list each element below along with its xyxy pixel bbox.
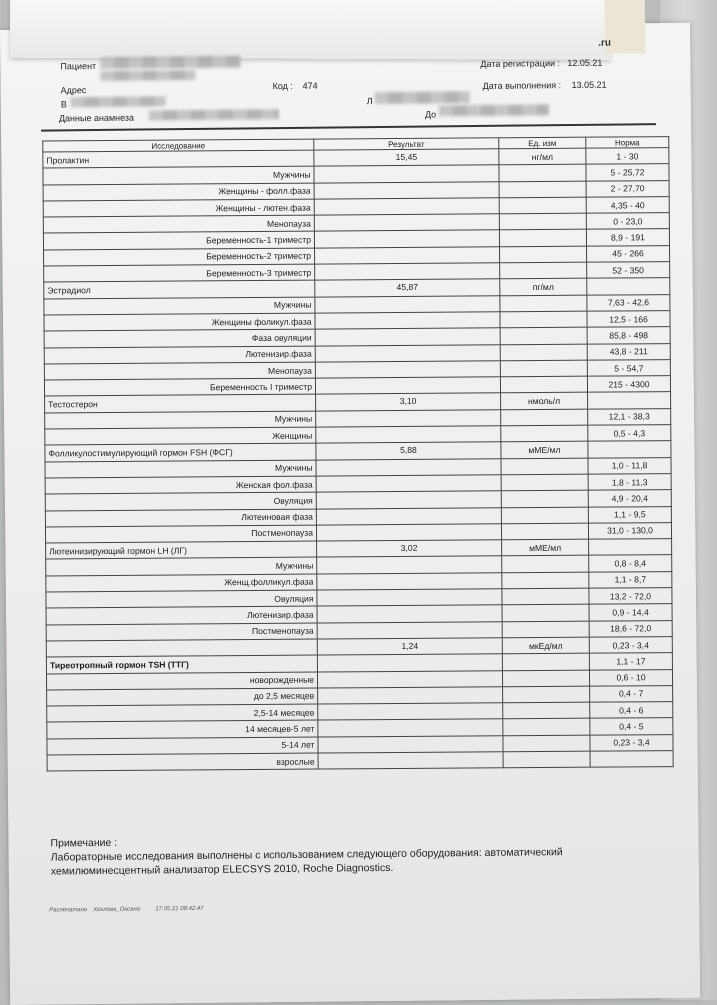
patient-label: Пациент — [60, 60, 97, 72]
reference-group: взрослые — [47, 753, 318, 771]
result-value — [317, 556, 502, 574]
unit: нмоль/л — [501, 393, 588, 410]
reference-group: 14 месяцев-5 лет — [47, 720, 318, 738]
unit — [501, 409, 588, 426]
reference-range — [587, 278, 670, 295]
reference-group: новорожденные — [46, 672, 317, 690]
unit — [501, 523, 588, 540]
result-value — [318, 735, 503, 753]
unit — [502, 653, 589, 670]
unit — [503, 686, 590, 703]
address-label: Адрес — [60, 85, 87, 96]
result-value — [314, 181, 499, 199]
unit — [500, 344, 587, 361]
unit — [502, 588, 589, 605]
result-value — [316, 491, 501, 509]
column-header: Ед. изм — [499, 137, 586, 149]
result-value: 5,88 — [316, 442, 501, 460]
reference-range: 0,23 - 3,4 — [590, 734, 673, 751]
unit — [499, 197, 586, 214]
reference-group: Беременность-3 триместр — [44, 264, 315, 282]
result-value — [317, 572, 502, 590]
column-header: Норма — [586, 137, 669, 149]
reference-group: Мужчины — [44, 297, 315, 315]
result-value — [317, 621, 502, 639]
result-value — [316, 524, 501, 542]
unit — [503, 751, 590, 768]
unit: мМЕ/мл — [501, 442, 588, 459]
unit — [501, 474, 588, 491]
unit — [500, 360, 587, 377]
unit — [503, 702, 590, 719]
result-value: 1,24 — [317, 638, 502, 656]
reference-range: 0,6 - 10 — [589, 669, 672, 686]
reference-group — [46, 639, 317, 657]
result-value — [314, 214, 499, 232]
reference-range: 0,9 - 14,4 — [589, 604, 672, 621]
reference-group: Женщ.фолликул.фаза — [46, 574, 317, 592]
note-line-2: хемилюминесцентный анализатор ELECSYS 2010, Roche Diagnostics. — [50, 861, 394, 878]
reference-range: 1,0 - 11,8 — [588, 457, 671, 474]
result-value — [315, 247, 500, 265]
reference-range: 13,2 - 72,0 — [589, 588, 672, 605]
result-value — [317, 605, 502, 623]
unit — [500, 295, 587, 312]
reference-range: 18,6 - 72,0 — [589, 620, 672, 637]
reference-group: 2,5-14 месяцев — [47, 704, 318, 722]
test-name: Тестостерон — [45, 395, 316, 413]
lab-results-table — [42, 136, 673, 772]
reference-group: Беременность-2 триместр — [44, 248, 315, 266]
result-value — [317, 589, 502, 607]
reference-range: 5 - 54,7 — [587, 359, 670, 376]
unit: нг/мл — [499, 148, 586, 165]
reference-group: Лютенизир.фаза — [44, 346, 315, 364]
reference-range: 0,4 - 7 — [590, 685, 673, 702]
doctor-label: До — [424, 109, 437, 120]
result-value — [315, 328, 500, 346]
reference-group: Мужчины — [45, 411, 316, 429]
printed-by: Хохлова_Оксана — [93, 906, 141, 914]
reference-range: 52 - 350 — [587, 262, 670, 279]
reference-range: 0,23 - 3,4 — [589, 636, 672, 653]
reference-group: Овуляция — [45, 492, 316, 510]
result-value — [315, 361, 500, 379]
unit — [500, 327, 587, 344]
reference-group: Беременность I триместр — [44, 378, 315, 396]
reference-group: Менопауза — [43, 215, 314, 233]
reference-range: 12,5 - 166 — [587, 311, 670, 328]
l-label: Л — [366, 96, 373, 107]
result-value — [315, 295, 500, 313]
redacted-patient-info — [100, 70, 195, 81]
reference-group: Женщины - лютен.фаза — [43, 199, 314, 217]
reference-group: Женская фол.фаза — [45, 476, 316, 494]
reference-group: Мужчины — [46, 557, 317, 575]
unit: мкЕд/мл — [502, 637, 589, 654]
reference-range: 1,1 - 8,7 — [589, 571, 672, 588]
code-value: 474 — [302, 80, 318, 91]
result-value — [317, 654, 502, 672]
unit — [502, 670, 589, 687]
reference-group: Мужчины — [43, 166, 314, 184]
reference-range: 5 - 25,72 — [586, 164, 669, 181]
result-value — [318, 687, 503, 705]
unit — [500, 246, 587, 263]
registration-date: 12.05.21 — [567, 57, 603, 69]
result-value — [314, 198, 499, 216]
redacted-field — [375, 91, 470, 104]
reference-range — [588, 441, 671, 458]
printed-at: 17.05.21 08:42:47 — [155, 905, 204, 913]
reference-range: 7,63 - 42,6 — [587, 294, 670, 311]
registration-date-label: Дата регистрации : — [480, 58, 561, 69]
result-value — [318, 752, 503, 770]
unit — [502, 604, 589, 621]
unit — [501, 490, 588, 507]
note-line-1: Лабораторные исследования выполнены с использованием следующего оборудования: автоматический — [50, 846, 563, 864]
reference-range: 45 - 266 — [587, 245, 670, 262]
reference-range — [589, 539, 672, 556]
unit — [501, 425, 588, 442]
execution-date-label: Дата выполнения : — [482, 80, 562, 91]
unit — [502, 572, 589, 589]
reference-group: Менопауза — [44, 362, 315, 380]
result-value — [314, 165, 499, 183]
reference-group: до 2,5 месяцев — [47, 688, 318, 706]
result-value — [315, 263, 500, 281]
unit: мМЕ/мл — [502, 539, 589, 556]
unit — [500, 262, 587, 279]
result-value — [316, 426, 501, 444]
anamnesis-label: Данные анамнеза — [58, 112, 135, 124]
unit — [502, 556, 589, 573]
result-value — [316, 458, 501, 476]
column-header: Результат — [314, 138, 499, 150]
result-value — [316, 475, 501, 493]
unit — [499, 164, 586, 181]
reference-range: 0,8 - 8,4 — [589, 555, 672, 572]
reference-group: Постменопауза — [46, 623, 317, 641]
printed-label: Распечатано — [49, 907, 88, 914]
result-value — [315, 312, 500, 330]
reference-group: Овуляция — [46, 590, 317, 608]
reference-group: Женщины — [45, 427, 316, 445]
test-name: Лютеинизирующий гормон LH (ЛГ) — [46, 541, 317, 559]
result-value — [315, 344, 500, 362]
reference-group: Женщины - фолл.фаза — [43, 183, 314, 201]
reference-group: Женщины фоликул.фаза — [44, 313, 315, 331]
unit — [501, 507, 588, 524]
test-name: Эстрадиол — [44, 280, 315, 298]
unit — [499, 181, 586, 198]
redacted-anamnesis — [149, 109, 279, 120]
note-title: Примечание : — [50, 836, 118, 850]
v-label: В — [60, 99, 67, 110]
table-row — [47, 751, 673, 772]
unit — [500, 376, 587, 393]
reference-range: 4,9 - 20,4 — [588, 490, 671, 507]
reference-range: 43,8 - 211 — [587, 343, 670, 360]
reference-range: 4,35 - 40 — [586, 196, 669, 213]
result-value: 45,87 — [315, 279, 500, 297]
result-value — [317, 670, 502, 688]
reference-range: 0,4 - 6 — [590, 702, 673, 719]
redacted-doctor — [439, 104, 549, 116]
test-name: Фолликулостимулирующий гормон FSH (ФСГ) — [45, 443, 316, 461]
reference-range: 2 - 27,70 — [586, 180, 669, 197]
reference-range: 215 - 4300 — [587, 376, 670, 393]
unit — [502, 621, 589, 638]
reference-range: 31,0 - 130,0 — [588, 522, 671, 539]
result-value: 15,45 — [314, 149, 499, 167]
result-value — [318, 719, 503, 737]
unit — [499, 213, 586, 230]
result-value: 3,10 — [316, 393, 501, 411]
result-value: 3,02 — [317, 540, 502, 558]
result-value — [314, 230, 499, 248]
reference-range: 8,9 - 191 — [586, 229, 669, 246]
reference-range: 12,1 - 38,3 — [588, 408, 671, 425]
test-name: Тиреотропный гормон TSH (ТТГ) — [46, 655, 317, 673]
reference-group: Лютеиновая фаза — [45, 509, 316, 527]
header-divider — [41, 123, 656, 131]
reference-group: 5-14 лет — [47, 737, 318, 755]
reference-range: 1,8 - 11,3 — [588, 474, 671, 491]
lab-website-suffix: .ru — [598, 37, 612, 49]
reference-group: Лютенизир.фаза — [46, 606, 317, 624]
lab-report-sheet — [0, 23, 700, 1005]
result-value — [316, 410, 501, 428]
unit — [503, 735, 590, 752]
redacted-patient-name — [100, 55, 240, 68]
reference-group: Фаза овуляции — [44, 329, 315, 347]
execution-date: 13.05.21 — [571, 79, 607, 91]
reference-range: 85,8 - 498 — [587, 327, 670, 344]
unit — [500, 311, 587, 328]
redacted-field — [71, 96, 166, 107]
reference-range: 1,1 - 17 — [589, 653, 672, 670]
unit — [503, 719, 590, 736]
reference-group: Мужчины — [45, 460, 316, 478]
unit — [499, 230, 586, 247]
reference-range — [588, 392, 671, 409]
column-header: Исследование — [43, 139, 314, 152]
reference-range: 1 - 30 — [586, 148, 669, 165]
reference-range: 0 - 23,0 — [586, 213, 669, 230]
unit — [501, 458, 588, 475]
reference-range — [590, 751, 673, 768]
overlapping-paper — [10, 0, 610, 60]
reference-group: Постменопауза — [45, 525, 316, 543]
result-value — [316, 507, 501, 525]
code-label: Код : — [272, 80, 293, 92]
result-value — [315, 377, 500, 395]
reference-range: 1,1 - 9,5 — [588, 506, 671, 523]
unit: пг/мл — [500, 279, 587, 296]
result-value — [318, 703, 503, 721]
reference-range: 0,4 - 5 — [590, 718, 673, 735]
reference-range: 0,5 - 4,3 — [588, 425, 671, 442]
reference-group: Беременность-1 триместр — [43, 232, 314, 250]
test-name: Пролактин — [43, 150, 314, 168]
